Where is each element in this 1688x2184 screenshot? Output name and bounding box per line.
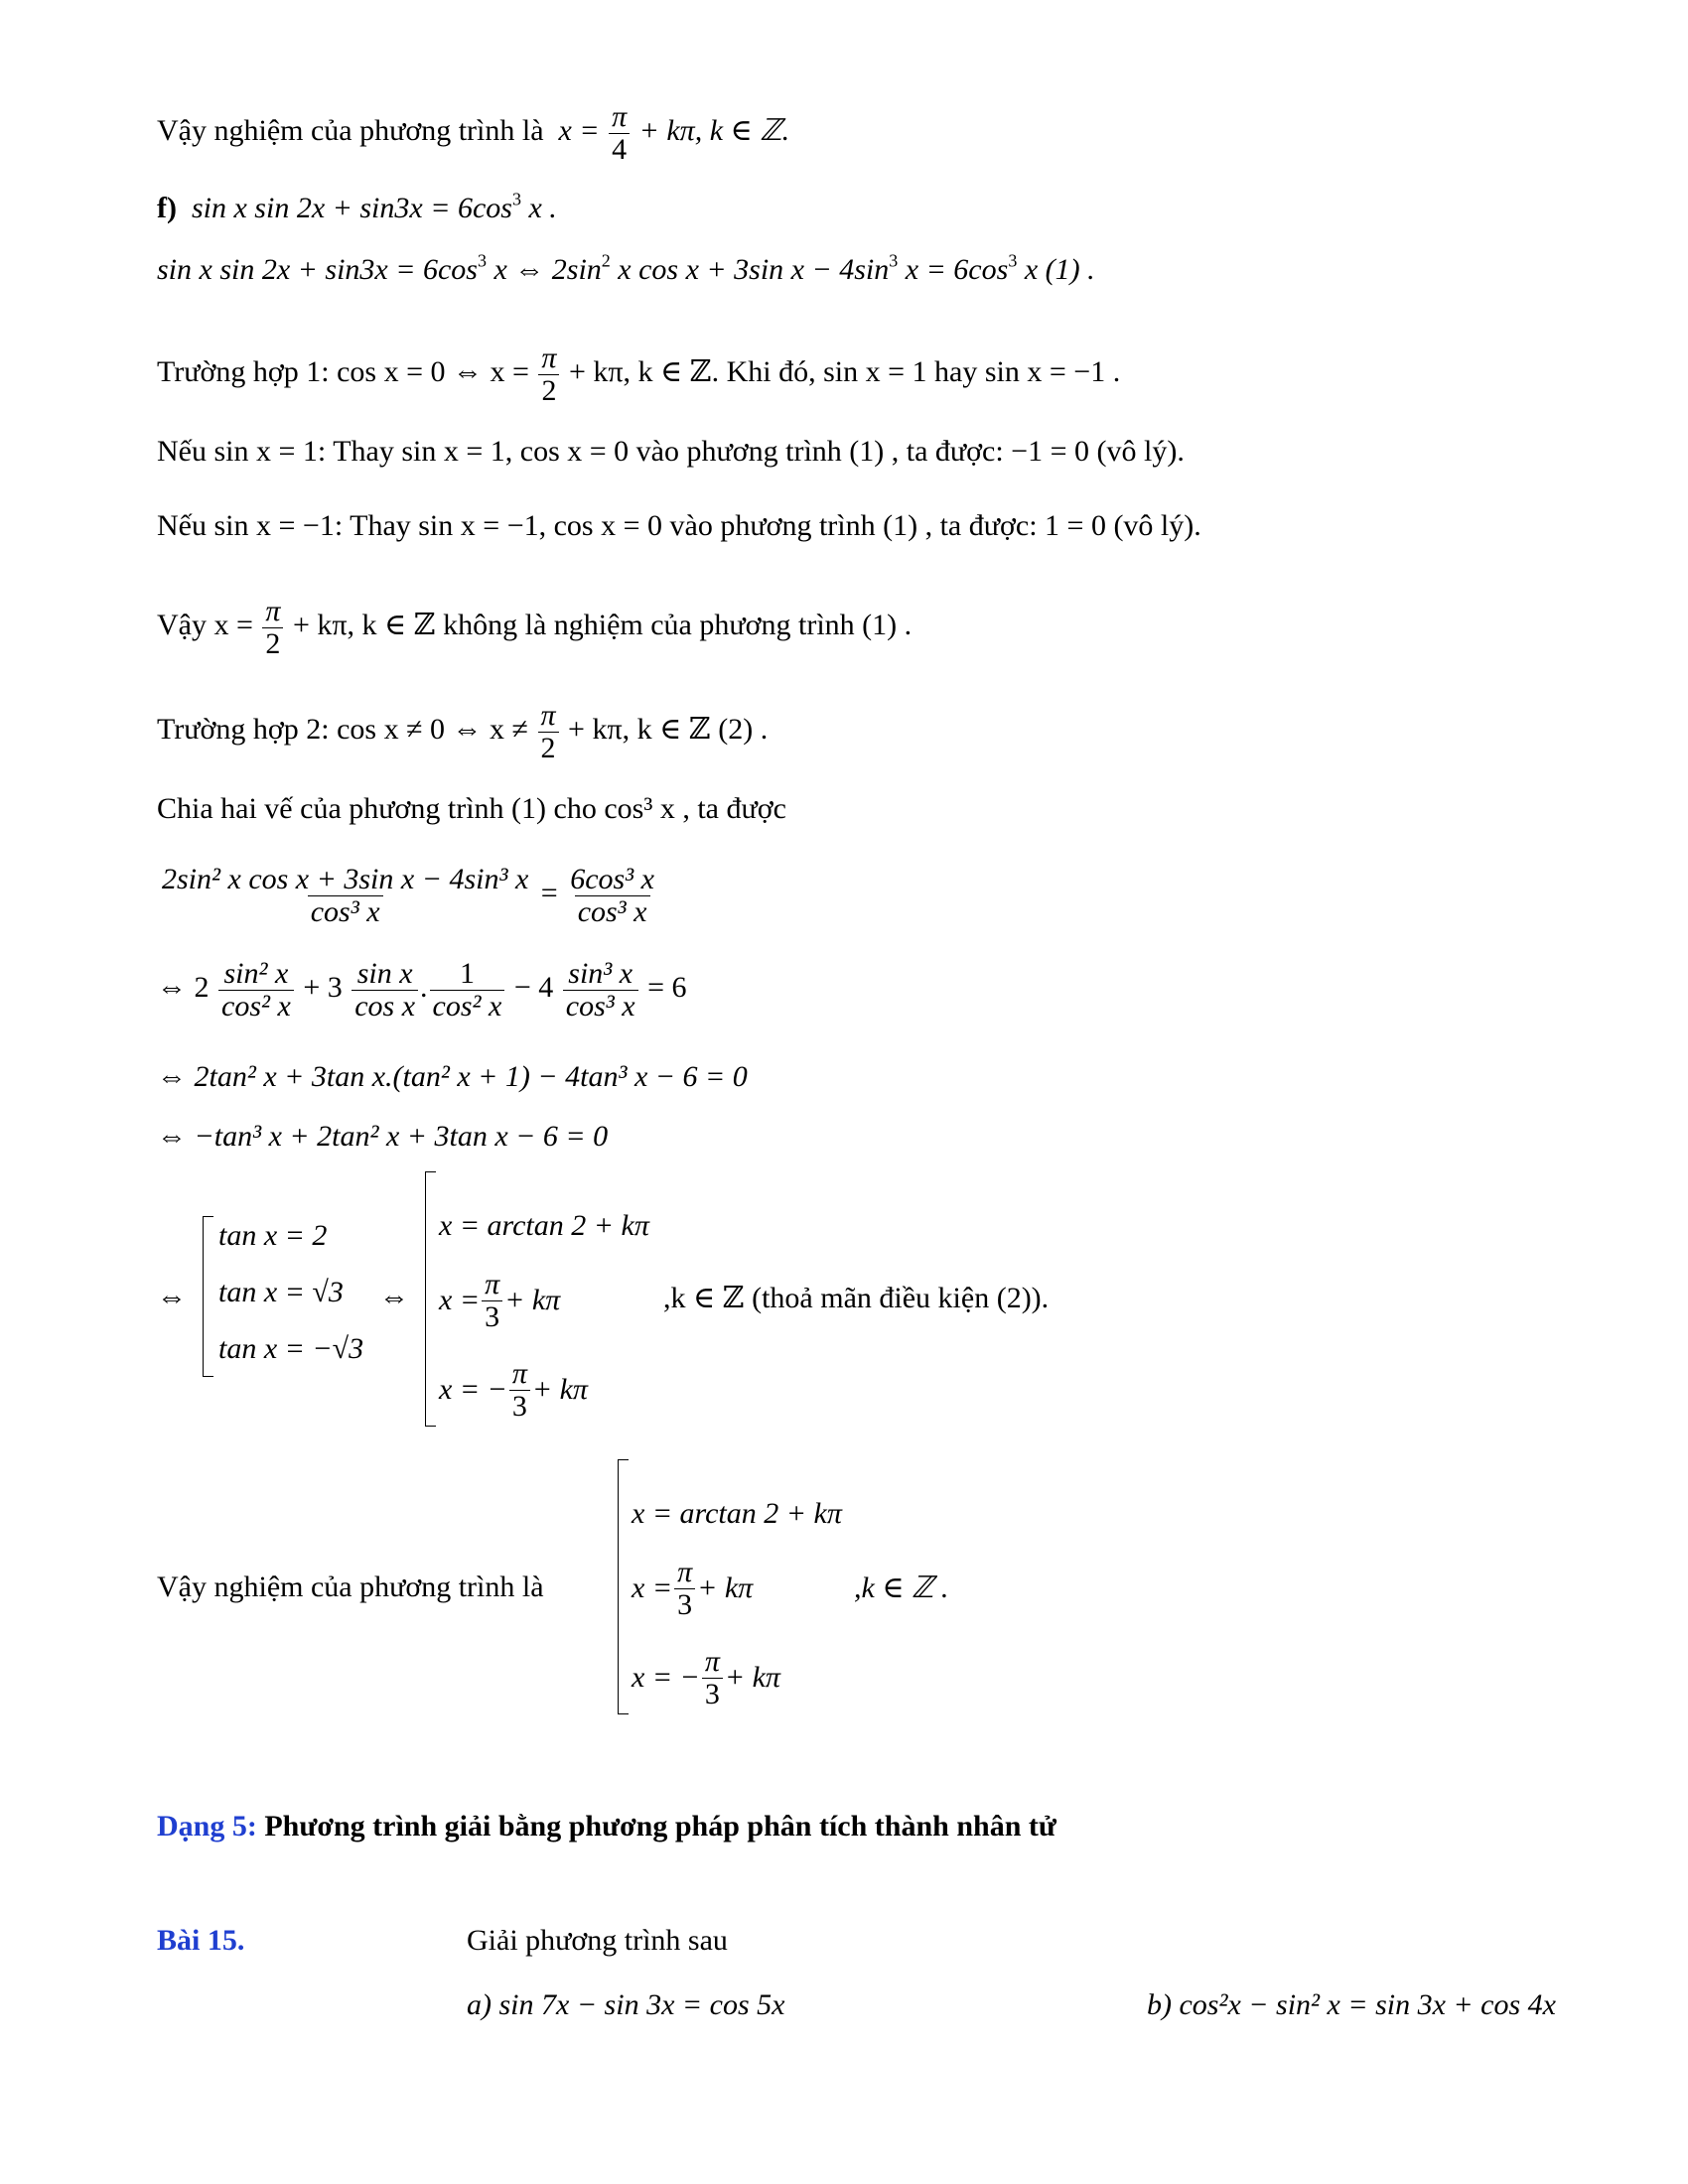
denominator: cos³ x [563,990,638,1023]
fraction-pi-2 [538,700,559,763]
equation-3 [157,1057,748,1097]
numerator: sin x [356,957,413,990]
section-heading [157,1807,1056,1846]
numerator: sin³ x [568,957,633,990]
term: − 4 [513,970,554,1004]
exercise-number: Bài 15. [157,1924,245,1957]
numerator: 1 [459,957,475,990]
numerator: π [541,341,557,374]
text: tan x = −√3 [218,1332,364,1365]
numerator: 2sin² x cos x + 3sin x − 4sin³ x [162,863,529,895]
bracket-left [203,1216,213,1377]
denominator: cos³ x [308,895,383,928]
text: ⇔ [379,1281,409,1313]
fraction-equation-2 [157,958,687,1022]
case-2 [157,700,768,763]
sol-row-2 [439,1269,560,1332]
eq-d: x = 6cos [898,253,1009,286]
text: Giải phương trình sau [467,1924,728,1957]
exercise-instruction [467,1921,728,1961]
arrow [157,1281,187,1314]
text: x = arctan 2 + kπ [439,1209,649,1242]
denominator: cos³ x [575,895,650,928]
left-fraction [159,864,531,927]
text: x = − [439,1373,507,1406]
text: tan x = √3 [218,1276,344,1308]
text: + kπ [504,1284,561,1316]
final-tail [854,1570,948,1605]
text: Vậy nghiệm của phương trình là [157,1570,544,1603]
bracket-right [425,1171,436,1427]
text: Vậy nghiệm của phương trình là [157,113,544,147]
equation-transform: sin x $\sin 2x + \sin 3x = 6\cos^3$ x ⇔ $2\sin^2$ x cos x + 3sin $x - 4\sin^3$ $x = 6\cos^3$ x (1) . [157,250,1095,286]
text: a) sin 7x − sin 3x = cos 5x [467,1988,785,2021]
text: Nếu sin x = 1: Thay sin x = 1, cos x = 0 vào phương trình (1) , ta được: −1 = 0 (vô lý). [157,435,1185,468]
bracket [618,1459,629,1714]
frac-4 [563,958,638,1022]
text: x = arctan 2 + kπ [632,1497,842,1530]
text: ,k ∈ ℤ . [854,1571,949,1604]
frac-3 [430,958,505,1022]
text: ⇔ [157,1281,187,1313]
equals: = [540,876,558,909]
case-1-sub-1 [157,432,1185,472]
math-x: x = [558,113,608,147]
numerator: π [704,1645,720,1678]
sol-row-1 [632,1497,842,1531]
text: ⇔ −tan³ x + 2tan² x + 3tan x − 6 = 0 [157,1120,609,1153]
fraction-pi-4 [609,101,630,165]
sol-row-3 [632,1646,780,1709]
section-label: Dạng 5: [157,1810,257,1843]
row-3 [218,1332,363,1366]
numerator: 6cos³ x [570,863,654,895]
text: Trường hợp 1: cos x = 0 ⇔ x = [157,354,529,388]
sol-row-3 [439,1358,588,1422]
numerator: sin² x [223,957,289,990]
fraction-pi-2 [538,342,559,406]
text: Vậy x = [157,608,253,641]
denominator: 3 [674,1588,695,1621]
denominator: 2 [538,374,559,407]
eq-c: x cos x + 3sin x − 4sin [610,253,890,286]
denominator: 4 [609,133,630,166]
text: + kπ [531,1373,588,1406]
denominator: cos² x [218,990,294,1023]
numerator: π [612,100,628,133]
denominator: 2 [262,627,283,660]
denominator: cos x [352,990,418,1023]
frac-2 [352,958,418,1022]
text: Trường hợp 2: cos x ≠ 0 ⇔ x ≠ [157,712,529,746]
numerator: π [265,595,281,627]
divide-line [157,789,786,829]
part-label: f) [157,192,177,224]
equation-end: x . [520,192,557,224]
text: Nếu sin x = −1: Thay sin x = −1, cos x = 0 vào phương trình (1) , ta được: 1 = 0 (vô lý). [157,509,1201,542]
denominator: 2 [538,732,559,764]
denominator: 3 [482,1300,502,1333]
question-b [1147,1985,1556,2025]
fraction-equation-1 [157,864,659,927]
arrow-2 [379,1281,409,1314]
text: x = [632,1571,673,1604]
case-1-sub-2 [157,506,1201,546]
dot: . [420,970,428,1004]
text-rest: + kπ, k ∈ ℤ không là nghiệm của phương trình (1) . [292,608,913,641]
text: ,k ∈ ℤ (thoả mãn điều kiện (2)). [663,1282,1050,1314]
text: b) cos²x − sin² x = sin 3x + cos 4x [1147,1988,1556,2021]
case-1 [157,342,1120,406]
math-rest: + kπ, k ∈ ℤ. [638,113,790,147]
text: ⇔ 2tan² x + 3tan x.(tan² x + 1) − 4tan³ x − 6 = 0 [157,1060,748,1093]
term: = 6 [647,970,687,1004]
fraction-pi-3 [702,1646,723,1709]
case-1-conclusion [157,596,912,659]
text-rest: + kπ, k ∈ ℤ (2) . [568,712,769,746]
text: x = − [632,1661,700,1694]
right-fraction [567,864,657,927]
text-rest: + kπ, k ∈ ℤ. Khi đó, sin x = 1 hay sin x = −1 . [568,354,1121,388]
text: + kπ [724,1661,780,1694]
part-f-statement: f) sin x $\sin 2x + \sin 3x = 6\cos^3$ x . [157,189,557,224]
term: + 3 [303,970,343,1004]
text: + kπ [697,1571,754,1604]
frac-1 [218,958,294,1022]
denominator: cos² x [430,990,505,1023]
numerator: π [485,1268,500,1300]
section-title: Phương trình giải bằng phương pháp phân tích thành nhân tử [256,1810,1056,1843]
fraction-pi-3 [509,1358,530,1422]
equation: sin x sin 2x + sin3x = 6cos [191,192,512,224]
eq-b: x ⇔ 2sin [486,253,602,286]
equation-4 [157,1117,608,1157]
denominator: 3 [702,1678,723,1710]
sol-row-2 [632,1557,753,1620]
conclusion-line-1 [157,101,789,165]
sol-row-1 [439,1209,649,1243]
condition [663,1281,1049,1315]
eq-e: x (1) . [1017,253,1095,286]
eq-a: sin x sin 2x + sin3x = 6cos [157,253,478,286]
final-prefix [157,1570,544,1604]
fraction-pi-3 [482,1269,502,1332]
numerator: π [540,699,556,732]
denominator: 3 [509,1390,530,1423]
exercise-label [157,1921,244,1961]
row-1 [218,1219,327,1253]
text: Chia hai vế của phương trình (1) cho cos³ x , ta được [157,792,786,825]
text: tan x = 2 [218,1219,328,1252]
question-a [467,1985,784,2025]
numerator: π [677,1556,693,1588]
term: ⇔ 2 [157,970,210,1004]
numerator: π [511,1357,527,1390]
fraction-pi-2 [262,596,283,659]
fraction-pi-3 [674,1557,695,1620]
text: x = [439,1284,481,1316]
row-2 [218,1276,344,1309]
